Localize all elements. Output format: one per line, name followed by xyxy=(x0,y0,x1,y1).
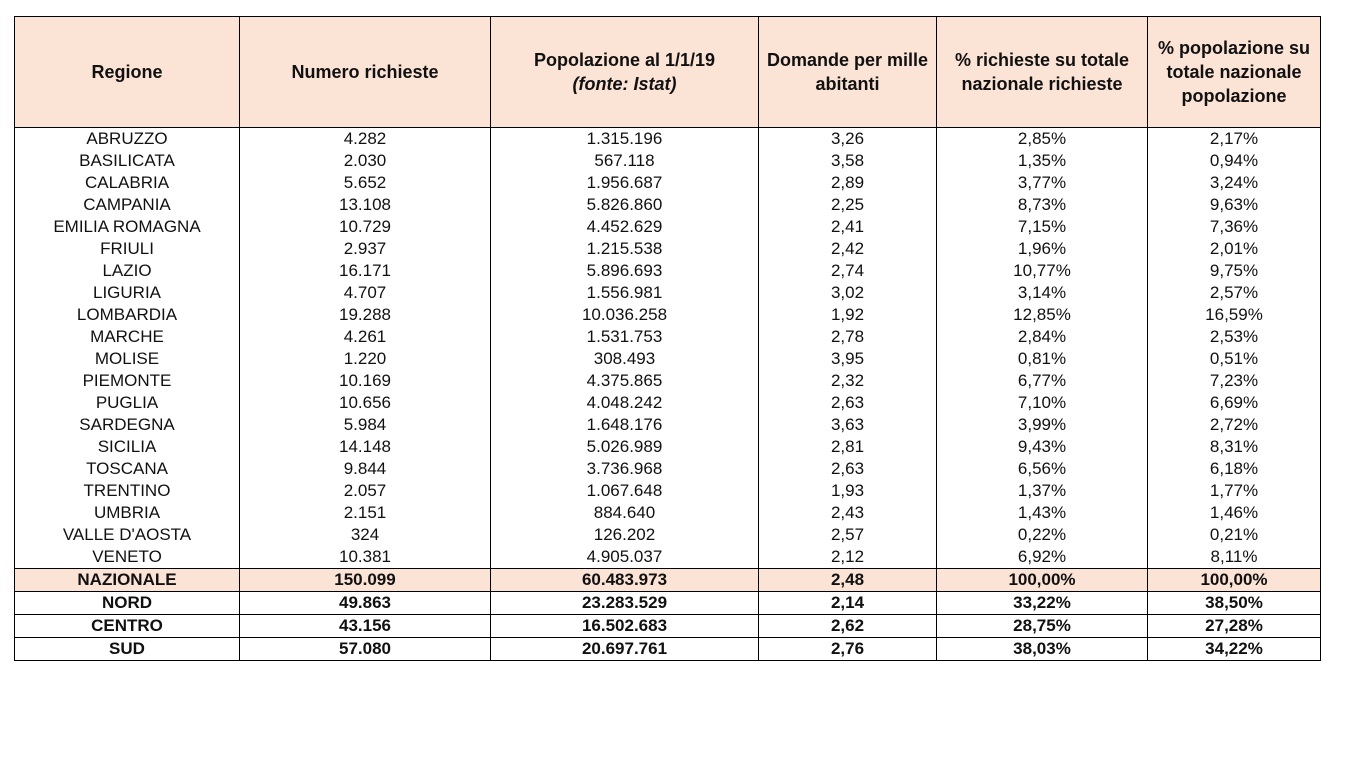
cell-perc-popolazione: 9,75% xyxy=(1148,260,1321,282)
header-perc-richieste: % richieste su totale nazionale richieste xyxy=(937,17,1148,128)
cell-domande-per-mille: 2,43 xyxy=(759,502,937,524)
cell-perc-richieste: 2,85% xyxy=(937,128,1148,151)
cell-perc-popolazione: 38,50% xyxy=(1148,592,1321,615)
cell-regione: ABRUZZO xyxy=(15,128,240,151)
cell-numero-richieste: 150.099 xyxy=(240,569,491,592)
cell-numero-richieste: 9.844 xyxy=(240,458,491,480)
cell-numero-richieste: 10.729 xyxy=(240,216,491,238)
cell-popolazione: 4.452.629 xyxy=(491,216,759,238)
cell-domande-per-mille: 3,58 xyxy=(759,150,937,172)
cell-regione: UMBRIA xyxy=(15,502,240,524)
cell-regione: CAMPANIA xyxy=(15,194,240,216)
cell-numero-richieste: 10.656 xyxy=(240,392,491,414)
cell-regione: PIEMONTE xyxy=(15,370,240,392)
cell-perc-richieste: 12,85% xyxy=(937,304,1148,326)
cell-regione: NORD xyxy=(15,592,240,615)
area-total-row xyxy=(15,638,1321,661)
cell-popolazione: 126.202 xyxy=(491,524,759,546)
cell-perc-richieste: 0,22% xyxy=(937,524,1148,546)
area-total-row xyxy=(15,592,1321,615)
cell-popolazione: 16.502.683 xyxy=(491,615,759,638)
cell-popolazione: 884.640 xyxy=(491,502,759,524)
cell-popolazione: 567.118 xyxy=(491,150,759,172)
cell-numero-richieste: 5.652 xyxy=(240,172,491,194)
cell-domande-per-mille: 3,95 xyxy=(759,348,937,370)
cell-domande-per-mille: 2,48 xyxy=(759,569,937,592)
cell-popolazione: 23.283.529 xyxy=(491,592,759,615)
cell-popolazione: 5.026.989 xyxy=(491,436,759,458)
cell-perc-popolazione: 8,11% xyxy=(1148,546,1321,569)
cell-numero-richieste: 19.288 xyxy=(240,304,491,326)
cell-perc-richieste: 1,96% xyxy=(937,238,1148,260)
cell-regione: NAZIONALE xyxy=(15,569,240,592)
table-row xyxy=(15,480,1321,502)
cell-perc-richieste: 6,77% xyxy=(937,370,1148,392)
cell-domande-per-mille: 2,25 xyxy=(759,194,937,216)
header-numero-richieste: Numero richieste xyxy=(240,17,491,128)
cell-regione: PUGLIA xyxy=(15,392,240,414)
cell-perc-richieste: 38,03% xyxy=(937,638,1148,661)
cell-popolazione: 1.648.176 xyxy=(491,414,759,436)
header-row xyxy=(15,17,1321,128)
cell-numero-richieste: 16.171 xyxy=(240,260,491,282)
cell-regione: CALABRIA xyxy=(15,172,240,194)
cell-perc-popolazione: 27,28% xyxy=(1148,615,1321,638)
cell-regione: TOSCANA xyxy=(15,458,240,480)
cell-perc-popolazione: 2,01% xyxy=(1148,238,1321,260)
cell-perc-popolazione: 7,36% xyxy=(1148,216,1321,238)
table-row xyxy=(15,128,1321,151)
cell-regione: LAZIO xyxy=(15,260,240,282)
cell-domande-per-mille: 2,74 xyxy=(759,260,937,282)
cell-perc-richieste: 10,77% xyxy=(937,260,1148,282)
cell-perc-popolazione: 2,72% xyxy=(1148,414,1321,436)
cell-perc-popolazione: 2,53% xyxy=(1148,326,1321,348)
cell-perc-popolazione: 6,69% xyxy=(1148,392,1321,414)
cell-perc-richieste: 6,56% xyxy=(937,458,1148,480)
cell-popolazione: 4.905.037 xyxy=(491,546,759,569)
cell-popolazione: 60.483.973 xyxy=(491,569,759,592)
cell-regione: FRIULI xyxy=(15,238,240,260)
header-regione: Regione xyxy=(15,17,240,128)
header-perc-popolazione: % popolazione su totale nazionale popolazione xyxy=(1148,17,1321,128)
cell-perc-popolazione: 3,24% xyxy=(1148,172,1321,194)
cell-perc-popolazione: 1,77% xyxy=(1148,480,1321,502)
table-row xyxy=(15,282,1321,304)
cell-popolazione: 1.556.981 xyxy=(491,282,759,304)
cell-domande-per-mille: 3,63 xyxy=(759,414,937,436)
cell-regione: SARDEGNA xyxy=(15,414,240,436)
cell-regione: SUD xyxy=(15,638,240,661)
cell-numero-richieste: 2.151 xyxy=(240,502,491,524)
cell-perc-richieste: 1,37% xyxy=(937,480,1148,502)
regional-requests-table xyxy=(14,16,1321,661)
table-row xyxy=(15,370,1321,392)
cell-numero-richieste: 57.080 xyxy=(240,638,491,661)
cell-perc-popolazione: 0,51% xyxy=(1148,348,1321,370)
cell-numero-richieste: 5.984 xyxy=(240,414,491,436)
cell-regione: MARCHE xyxy=(15,326,240,348)
cell-domande-per-mille: 2,42 xyxy=(759,238,937,260)
cell-popolazione: 4.375.865 xyxy=(491,370,759,392)
cell-domande-per-mille: 2,62 xyxy=(759,615,937,638)
cell-regione: EMILIA ROMAGNA xyxy=(15,216,240,238)
cell-numero-richieste: 1.220 xyxy=(240,348,491,370)
cell-domande-per-mille: 2,81 xyxy=(759,436,937,458)
table-row xyxy=(15,326,1321,348)
cell-popolazione: 1.315.196 xyxy=(491,128,759,151)
cell-numero-richieste: 43.156 xyxy=(240,615,491,638)
cell-perc-popolazione: 2,57% xyxy=(1148,282,1321,304)
cell-perc-popolazione: 16,59% xyxy=(1148,304,1321,326)
cell-regione: VALLE D'AOSTA xyxy=(15,524,240,546)
cell-domande-per-mille: 2,32 xyxy=(759,370,937,392)
table-row xyxy=(15,348,1321,370)
cell-numero-richieste: 13.108 xyxy=(240,194,491,216)
table-row xyxy=(15,216,1321,238)
cell-popolazione: 308.493 xyxy=(491,348,759,370)
cell-numero-richieste: 14.148 xyxy=(240,436,491,458)
cell-perc-richieste: 8,73% xyxy=(937,194,1148,216)
table-row xyxy=(15,260,1321,282)
cell-regione: BASILICATA xyxy=(15,150,240,172)
cell-popolazione: 4.048.242 xyxy=(491,392,759,414)
cell-domande-per-mille: 2,41 xyxy=(759,216,937,238)
cell-perc-popolazione: 0,94% xyxy=(1148,150,1321,172)
cell-perc-popolazione: 34,22% xyxy=(1148,638,1321,661)
cell-domande-per-mille: 2,76 xyxy=(759,638,937,661)
area-total-row xyxy=(15,615,1321,638)
cell-popolazione: 10.036.258 xyxy=(491,304,759,326)
cell-perc-popolazione: 0,21% xyxy=(1148,524,1321,546)
header-popolazione-source: (fonte: Istat) xyxy=(572,74,677,94)
table-row xyxy=(15,502,1321,524)
cell-perc-richieste: 3,77% xyxy=(937,172,1148,194)
cell-perc-richieste: 1,43% xyxy=(937,502,1148,524)
cell-perc-richieste: 2,84% xyxy=(937,326,1148,348)
table-body xyxy=(15,128,1321,661)
cell-numero-richieste: 4.707 xyxy=(240,282,491,304)
cell-numero-richieste: 2.030 xyxy=(240,150,491,172)
cell-numero-richieste: 49.863 xyxy=(240,592,491,615)
header-popolazione-label: Popolazione al 1/1/19 xyxy=(533,50,716,70)
cell-popolazione: 20.697.761 xyxy=(491,638,759,661)
cell-regione: LOMBARDIA xyxy=(15,304,240,326)
cell-popolazione: 3.736.968 xyxy=(491,458,759,480)
national-total-row xyxy=(15,569,1321,592)
cell-domande-per-mille: 3,02 xyxy=(759,282,937,304)
table-row xyxy=(15,238,1321,260)
cell-numero-richieste: 4.261 xyxy=(240,326,491,348)
cell-perc-richieste: 0,81% xyxy=(937,348,1148,370)
cell-popolazione: 1.531.753 xyxy=(491,326,759,348)
cell-perc-richieste: 9,43% xyxy=(937,436,1148,458)
cell-numero-richieste: 10.169 xyxy=(240,370,491,392)
cell-numero-richieste: 2.057 xyxy=(240,480,491,502)
header-popolazione xyxy=(491,17,759,128)
cell-domande-per-mille: 2,89 xyxy=(759,172,937,194)
table-row xyxy=(15,172,1321,194)
table-row xyxy=(15,150,1321,172)
cell-regione: SICILIA xyxy=(15,436,240,458)
cell-regione: VENETO xyxy=(15,546,240,569)
cell-numero-richieste: 4.282 xyxy=(240,128,491,151)
cell-domande-per-mille: 2,63 xyxy=(759,458,937,480)
cell-perc-richieste: 1,35% xyxy=(937,150,1148,172)
cell-perc-richieste: 6,92% xyxy=(937,546,1148,569)
cell-numero-richieste: 324 xyxy=(240,524,491,546)
cell-perc-popolazione: 100,00% xyxy=(1148,569,1321,592)
cell-popolazione: 1.956.687 xyxy=(491,172,759,194)
cell-perc-popolazione: 8,31% xyxy=(1148,436,1321,458)
cell-popolazione: 1.215.538 xyxy=(491,238,759,260)
cell-domande-per-mille: 2,57 xyxy=(759,524,937,546)
cell-perc-popolazione: 1,46% xyxy=(1148,502,1321,524)
cell-domande-per-mille: 2,14 xyxy=(759,592,937,615)
cell-domande-per-mille: 3,26 xyxy=(759,128,937,151)
cell-regione: MOLISE xyxy=(15,348,240,370)
cell-popolazione: 1.067.648 xyxy=(491,480,759,502)
cell-perc-richieste: 3,99% xyxy=(937,414,1148,436)
cell-perc-richieste: 100,00% xyxy=(937,569,1148,592)
cell-numero-richieste: 10.381 xyxy=(240,546,491,569)
table-row xyxy=(15,458,1321,480)
cell-regione: LIGURIA xyxy=(15,282,240,304)
cell-perc-popolazione: 6,18% xyxy=(1148,458,1321,480)
cell-perc-popolazione: 9,63% xyxy=(1148,194,1321,216)
cell-domande-per-mille: 1,92 xyxy=(759,304,937,326)
table-row xyxy=(15,194,1321,216)
header-domande-per-mille: Domande per mille abitanti xyxy=(759,17,937,128)
cell-perc-richieste: 7,15% xyxy=(937,216,1148,238)
cell-regione: CENTRO xyxy=(15,615,240,638)
table-row xyxy=(15,546,1321,569)
cell-domande-per-mille: 2,12 xyxy=(759,546,937,569)
table-row xyxy=(15,304,1321,326)
cell-perc-popolazione: 7,23% xyxy=(1148,370,1321,392)
table-row xyxy=(15,392,1321,414)
cell-perc-richieste: 28,75% xyxy=(937,615,1148,638)
cell-perc-richieste: 33,22% xyxy=(937,592,1148,615)
table-row xyxy=(15,524,1321,546)
cell-domande-per-mille: 2,63 xyxy=(759,392,937,414)
cell-domande-per-mille: 2,78 xyxy=(759,326,937,348)
cell-perc-popolazione: 2,17% xyxy=(1148,128,1321,151)
cell-perc-richieste: 3,14% xyxy=(937,282,1148,304)
cell-domande-per-mille: 1,93 xyxy=(759,480,937,502)
cell-popolazione: 5.826.860 xyxy=(491,194,759,216)
cell-perc-richieste: 7,10% xyxy=(937,392,1148,414)
cell-regione: TRENTINO xyxy=(15,480,240,502)
table-row xyxy=(15,414,1321,436)
cell-popolazione: 5.896.693 xyxy=(491,260,759,282)
table-header xyxy=(15,17,1321,128)
table-row xyxy=(15,436,1321,458)
cell-numero-richieste: 2.937 xyxy=(240,238,491,260)
